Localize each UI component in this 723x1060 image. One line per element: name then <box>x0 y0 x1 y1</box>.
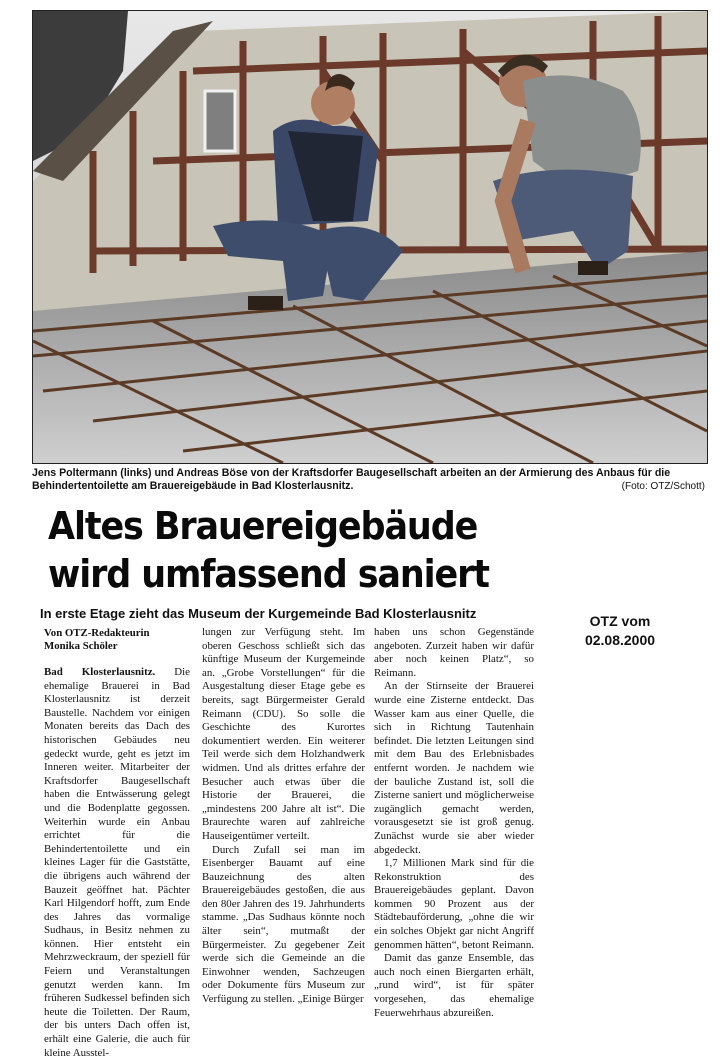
article-column-1 <box>44 666 190 1060</box>
byline-author: Monika Schöler <box>44 640 118 652</box>
dateline: Bad Klosterlausnitz. <box>44 666 156 678</box>
source-stamp <box>570 612 670 650</box>
article-photo <box>32 10 708 464</box>
paragraph: An der Stirnseite der Brauerei wurde eine Zisterne entdeckt. Das Wasser kam aus einer Quelle, die sich in Richtung Tautenhain befindet. Die letzten Leitungen sind mit dem Bau des Erlebnisbades entfernt worden. Je nachdem wie der bauliche Zustand ist, soll die Zisterne saniert und möglicherweise zugänglich gemacht werden, vorausgesetzt sie ist groß genug. Zunächst wurde sie aber wieder abgedeckt. <box>374 680 534 856</box>
paragraph <box>44 666 190 1060</box>
headline-line-1: Altes Brauereigebäude <box>48 504 478 548</box>
paragraph: haben uns schon Gegenstände angeboten. Zurzeit haben wir dafür aber noch keinen Platz“, so Reimann. <box>374 626 534 679</box>
paragraph-text: Die ehemalige Brauerei in Bad Klosterlausnitz ist derzeit Baustelle. Nachdem vor einigen Monaten bereits das Dach des historischen Gebäudes neu gedeckt wurde, geht es jetzt im Inneren weiter. Mitarbeiter der Kraftsdorfer Baugesellschaft haben die Entwässerung gelegt und die Bodenplatte gegossen. Weiterhin wurde ein Anbau errichtet für die Behindertentoilette und ein kleines Lager für die Gaststätte, die übrigens auch während der Bauzeit geöffnet hat. Pächter Karl Hilgendorf hofft, zum Ende des Jahres das vormalige Sudhaus, in Besitz nehmen zu können. Hier entsteht ein Mehrzweckraum, der speziell für Feiern und Veranstaltungen genutzt werden kann. Im früheren Sudkessel befinden sich heute die Toiletten. Der Raum, der bis unters Dach offen ist, erhält eine Galerie, die auch für kleine Ausstel- <box>44 666 191 1059</box>
article-byline <box>44 627 194 653</box>
paragraph: 1,7 Millionen Mark sind für die Rekonstruktion des Brauereigebäudes geplant. Davon kommen 90 Prozent aus der Städtebauförderung, „ohne die wir ein solches Objekt gar nicht Angriff genommen hätten“, betont Reimann. <box>374 857 534 951</box>
article-column-3 <box>374 626 534 1020</box>
photo-caption: Jens Poltermann (links) und Andreas Böse von der Kraftsdorfer Baugesellschaft arbeiten an der Armierung des Anbaus für die Behindertentoilette am Brauereigebäude in Bad Klosterlausnitz. <box>32 467 671 492</box>
paragraph: lungen zur Verfügung steht. Im oberen Geschoss schließt sich das künftige Museum der Kurgemeinde an. „Grobe Vorstellungen“ für die Ausgestaltung dieser Etage gebe es bereits, sagt Bürgermeister Gerald Reimann (CDU). So solle die Geschichte des Kurortes dokumentiert werden. Ein weiterer Teil werde sich dem Holzhandwerk widmen. Und als drittes erfahre der Besucher auch etwas über die Historie der Brauerei, die „mindestens 200 Jahre alt ist“. Die Braurechte waren auf zahlreiche Hauseigentümer verteilt. <box>202 626 365 842</box>
article-subheadline: In erste Etage zieht das Museum der Kurgemeinde Bad Klosterlausnitz <box>40 606 477 621</box>
paragraph: Damit das ganze Ensemble, das auch noch einen Biergarten erhält, „rund wird“, ist für später vorgesehen, das ehemalige Feuerwehrhaus abzureißen. <box>374 952 534 1019</box>
photo-two-workers-rebar-icon <box>33 11 707 463</box>
source-stamp-date: 02.08.2000 <box>584 632 656 648</box>
byline-line-1: Von OTZ-Redakteurin <box>44 627 150 639</box>
article-headline <box>48 502 490 598</box>
photo-credit: (Foto: OTZ/Schott) <box>621 481 705 492</box>
source-stamp-line-1: OTZ vom <box>589 613 651 629</box>
headline-line-2: wird umfassend saniert <box>48 552 489 596</box>
paragraph: Durch Zufall sei man im Eisenberger Bauamt auf eine Bauzeichnung des alten Brauereigebäudes gestoßen, die aus den 80er Jahren des 19. Jahrhunderts stamme. „Das Sudhaus könnte noch älter sein“, mutmaßt der Bürgermeister. Zu gegebener Zeit werde sich die Gemeinde an die Einwohner wenden, Sachzeugen oder Dokumente fürs Museum zur Verfügung zu stellen. „Einige Bürger <box>202 843 365 1006</box>
article-column-2 <box>202 626 365 1007</box>
